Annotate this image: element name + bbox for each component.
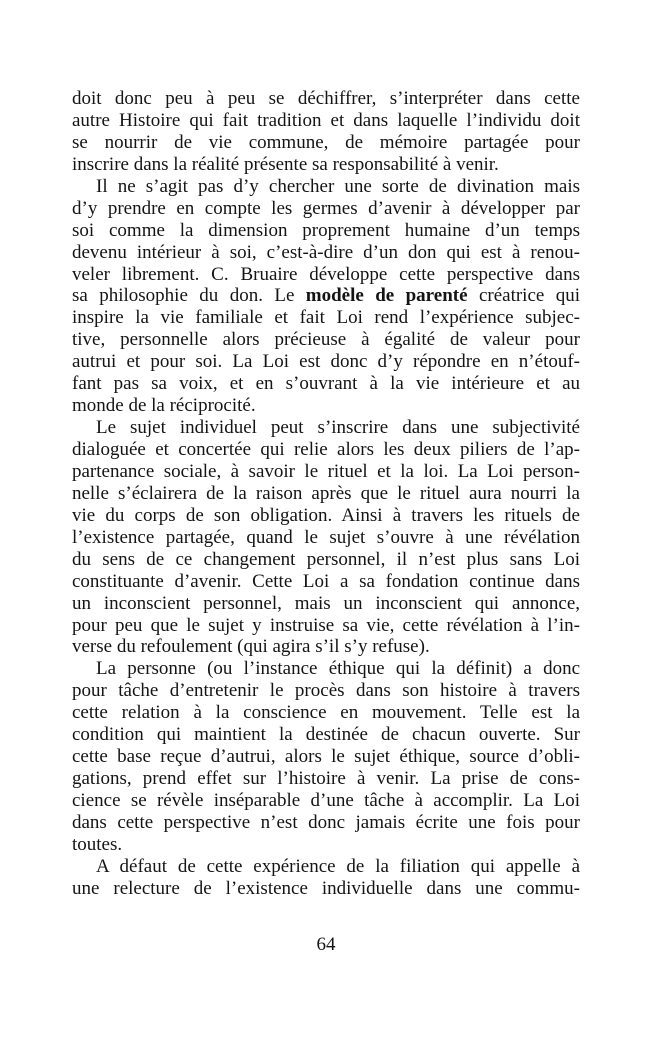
text-line: dialoguée et concertée qui relie alors les deux piliers de l’ap- <box>72 439 580 460</box>
text-line: pour tâche d’entretenir le procès dans son histoire à travers <box>72 680 580 702</box>
paragraph <box>72 88 580 176</box>
text-line: inscrire dans la réalité présente sa responsabilité à venir. <box>72 153 499 175</box>
paragraph <box>72 856 580 900</box>
text-line: doit donc peu à peu se déchiffrer, s’interpréter dans cette <box>72 88 580 109</box>
text-line: pour peu que le sujet y instruise sa vie, cette révélation à l’in- <box>72 614 580 636</box>
paragraph <box>72 176 580 417</box>
text-line: A défaut de cette expérience de la filiation qui appelle à <box>96 855 580 877</box>
text-line: du sens de ce changement personnel, il n’est plus sans Loi <box>72 548 580 570</box>
paragraph <box>72 658 580 855</box>
text-line: Il ne s’agit pas d’y chercher une sorte de divination mais <box>96 175 580 197</box>
text-line: autrui et pour soi. La Loi est donc d’y répondre en n’étouf- <box>72 351 580 373</box>
text-line: soi comme la dimension proprement humaine d’un temps <box>72 219 580 241</box>
text-line: gations, prend effet sur l’histoire à venir. La prise de cons- <box>72 768 580 790</box>
text-line: fant pas sa voix, et en s’ouvrant à la vie intérieure et au <box>72 373 580 395</box>
text-line: devenu intérieur à soi, c’est-à-dire d’un don qui est à renou- <box>72 241 580 263</box>
text-line: une relecture de l’existence individuelle dans une commu- <box>72 877 580 899</box>
text-line: tive, personnelle alors précieuse à égalité de valeur pour <box>72 329 580 351</box>
text-run: sa philosophie du don. Le <box>72 285 306 307</box>
text-line: dans cette perspective n’est donc jamais écrite une fois pour <box>72 811 580 833</box>
text-line: l’existence partagée, quand le sujet s’ouvre à une révélation <box>72 526 580 548</box>
text-line: cette relation à la conscience en mouvement. Telle est la <box>72 702 580 724</box>
text-line: cience se révèle inséparable d’une tâche à accomplir. La Loi <box>72 790 580 811</box>
paragraph <box>72 417 580 658</box>
text-line: La personne (ou l’instance éthique qui la définit) a donc <box>96 658 580 680</box>
text-line: vie du corps de son obligation. Ainsi à travers les rituels de <box>72 504 580 526</box>
text-line <box>72 285 580 307</box>
text-line: inspire la vie familiale et fait Loi rend l’expérience subjec- <box>72 307 580 329</box>
text-line: toutes. <box>72 833 123 855</box>
text-line: nelle s’éclairera de la raison après que le rituel aura nourri la <box>72 482 580 504</box>
text-line: d’y prendre en compte les germes d’avenir à développer par <box>72 197 580 219</box>
page-body <box>72 88 580 900</box>
text-line: verse du refoulement (qui agira s’il s’y refuse). <box>72 636 430 658</box>
text-line: monde de la réciprocité. <box>72 395 256 417</box>
text-run: créatrice qui <box>467 285 581 307</box>
text-line: un inconscient personnel, mais un inconscient qui annonce, <box>72 592 580 614</box>
text-line: condition qui maintient la destinée de chacun ouverte. Sur <box>72 724 580 746</box>
text-line: se nourrir de vie commune, de mémoire partagée pour <box>72 131 580 153</box>
text-line: autre Histoire qui fait tradition et dans laquelle l’individu doit <box>72 109 580 131</box>
text-line: cette base reçue d’autrui, alors le sujet éthique, source d’obli- <box>72 746 580 768</box>
text-line: partenance sociale, à savoir le rituel et la loi. La Loi person- <box>72 460 580 482</box>
text-line: veler librement. C. Bruaire développe cette perspective dans <box>72 263 580 285</box>
text-line: constituante d’avenir. Cette Loi a sa fondation continue dans <box>72 570 580 592</box>
bold-term: modèle de parenté <box>305 285 468 307</box>
page-number: 64 <box>316 934 336 955</box>
text-line: Le sujet individuel peut s’inscrire dans une subjectivité <box>96 417 580 439</box>
